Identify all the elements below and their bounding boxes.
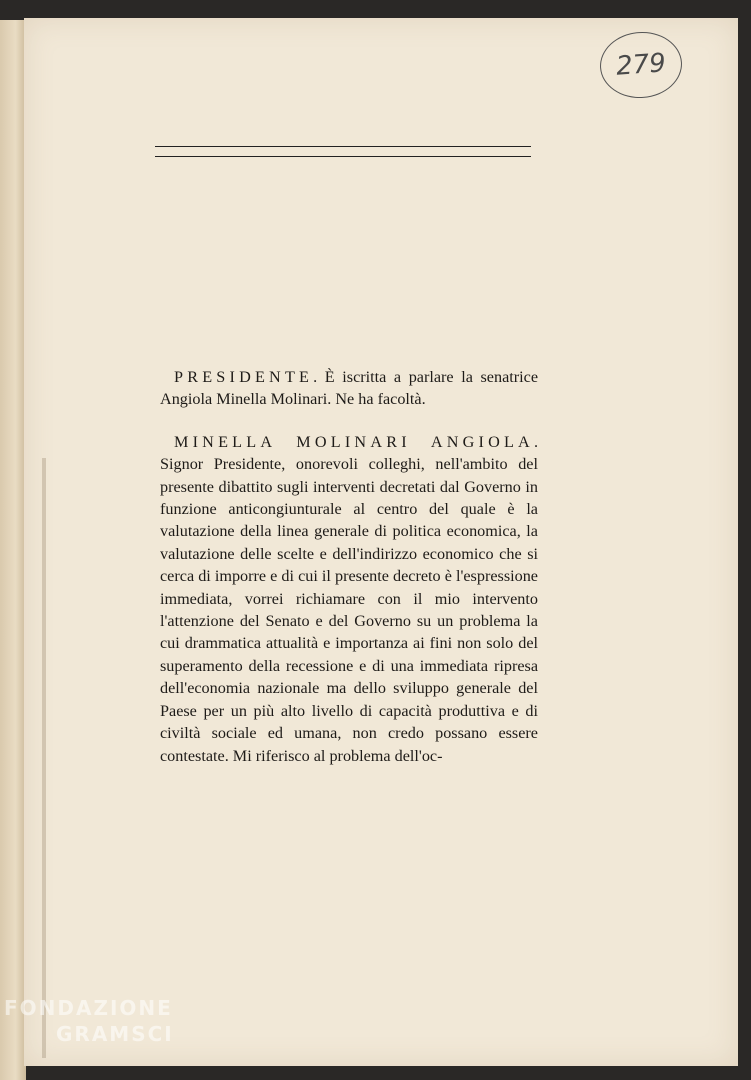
archive-watermark — [4, 995, 204, 1047]
previous-page-edge — [0, 20, 26, 1080]
speaker-name: PRESIDENTE — [174, 368, 314, 386]
paragraph-minella-molinari: MINELLA MOLINARI ANGIOLA. Signor Presidente, onorevoli colleghi, nell'ambito del presente dibattito sugli interventi decretati dal Governo in funzione anticongiunturale al centro del quale è la valutazione della linea generale di politica economica, la valutazione delle scelte e dell'indirizzo economico che si cerca di imporre e di cui il presente decreto è l'espressione immediata, vorrei richiamare con il mio intervento l'attenzione del Senato e del Governo su un problema la cui drammatica attualità e importanza ai fini non solo del superamento della recessione e di una immediata ripresa dell'economia nazionale ma dello sviluppo generale del Paese per un più alto livello di capacità produttiva e di civiltà sociale ed umana, non credo possano essere contestate. Mi riferisco al problema dell'oc- — [160, 432, 538, 765]
transcript-text — [160, 366, 538, 787]
watermark-line-1: FONDAZIONE — [4, 996, 173, 1020]
paragraph-president: PRESIDENTE. È iscritta a parlare la senatrice Angiola Minella Molinari. Ne ha facoltà. — [160, 368, 539, 409]
header-double-rule — [155, 146, 531, 157]
page-number: 279 — [615, 48, 667, 82]
speech-text: Signor Presidente, onorevoli colleghi, nell'ambito del presente dibattito sugli interventi decretati dal Governo in funzione anticongiunturale al centro del quale è la valutazione della linea generale di politica economica, la valutazione delle scelte e dell'indirizzo economico che si cerca di imporre e di cui il presente decreto è l'espressione immediata, vorrei richiamare con il mio intervento l'attenzione del Senato e del Governo su un problema la cui drammatica attualità e importanza ai fini non solo del superamento della recessione e di una immediata ripresa dell'economia nazionale ma dello sviluppo generale del Paese per un più alto livello di capacità produttiva e di civiltà sociale ed umana, non credo possano essere contestate. Mi riferisco al problema dell'oc- — [160, 455, 538, 765]
page-fold — [42, 458, 46, 1058]
speaker-name: MINELLA MOLINARI ANGIOLA — [174, 432, 534, 451]
watermark-line-2: GRAMSCI — [56, 1022, 174, 1046]
speech-text: È iscritta a parlare la senatrice Angiola Minella Molinari. Ne ha facoltà. — [160, 368, 539, 409]
